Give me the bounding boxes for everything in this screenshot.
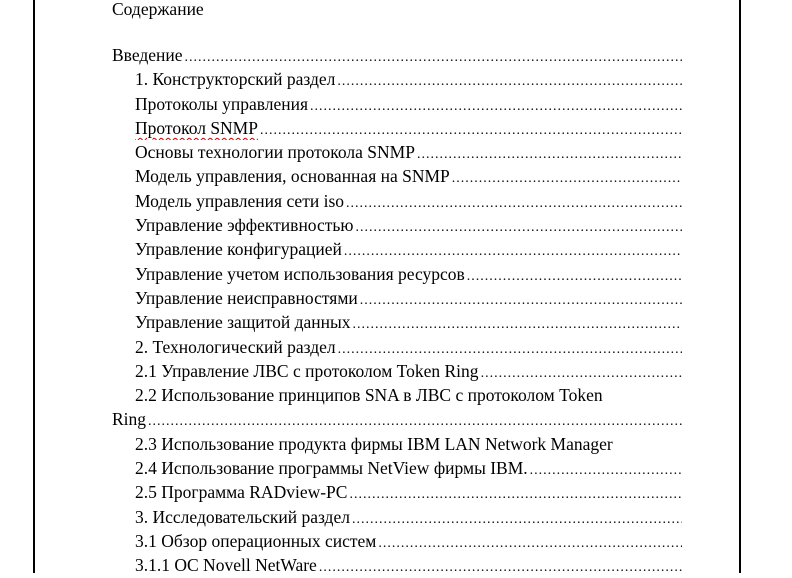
toc-leader-dots	[346, 192, 682, 213]
toc-leader-dots	[352, 508, 682, 529]
toc-entry	[112, 189, 682, 213]
toc-leader-dots	[467, 265, 682, 286]
toc-entry-label: 3. Исследовательский раздел	[135, 506, 350, 527]
toc-entry-label: Протоколы управления	[135, 93, 309, 114]
toc-entry	[112, 286, 682, 310]
toc-entry-label: Управление учетом использования ресурсов	[135, 263, 465, 284]
toc-leader-dots	[417, 143, 682, 164]
toc-entry	[112, 505, 682, 529]
toc-leader-dots	[452, 167, 682, 188]
toc-leader-dots	[338, 338, 682, 359]
toc-entry-label: 2.3 Использование продукта фирмы IBM LAN Network Manager	[135, 433, 613, 454]
toc-heading: Содержание	[112, 0, 204, 19]
toc-entry-label: Управление конфигурацией	[135, 239, 342, 260]
toc-entry	[112, 237, 682, 261]
toc-entry-label: 2.1 Управление ЛВС с протоколом Token Ring	[135, 360, 479, 381]
toc-entry	[112, 262, 682, 286]
toc-entry-label: 2. Технологический раздел	[135, 336, 336, 357]
toc-entry	[112, 480, 682, 504]
toc-entry	[112, 335, 682, 359]
toc-entry	[112, 359, 682, 383]
toc-entry-label: 1. Конструкторский раздел	[135, 69, 336, 90]
toc-entry-label: 2.5 Программа RADview-PC	[135, 482, 348, 503]
toc-entry-label: 3.1.1 OC Novell NetWare	[135, 555, 317, 576]
toc-entry	[112, 456, 682, 480]
toc-entry-label: Протокол SNMP	[135, 117, 258, 138]
toc-leader-dots	[260, 119, 682, 140]
toc-entry	[112, 432, 775, 456]
toc-entry	[112, 310, 682, 334]
toc-leader-dots	[352, 313, 682, 334]
document-body	[112, 0, 682, 578]
toc-entry-label: Модель управления, основанная на SNMP	[135, 166, 450, 187]
toc-leader-dots	[355, 216, 682, 237]
toc-entry	[112, 407, 682, 431]
toc-entry	[112, 553, 682, 577]
toc-entry	[112, 140, 682, 164]
toc-leader-dots	[349, 483, 682, 504]
toc-leader-dots	[530, 459, 682, 480]
toc-leader-dots	[360, 289, 682, 310]
toc-entry-label: 3.1 Обзор операционных систем	[135, 530, 377, 551]
toc-leader-dots	[378, 532, 682, 553]
toc-entry-label: Управление защитой данных	[135, 312, 351, 333]
toc-leader-dots	[344, 240, 682, 261]
toc-entry-label: Основы технологии протокола SNMP	[135, 142, 415, 163]
toc-leader-dots	[337, 70, 682, 91]
toc-entry	[112, 92, 682, 116]
toc-entry	[112, 43, 682, 67]
toc-entry-label: Введение	[112, 45, 183, 65]
toc-entry-label: Модель управления сети iso	[135, 190, 345, 211]
toc-entry	[112, 164, 682, 188]
toc-entry	[112, 383, 775, 407]
toc-entry-label: 2.4 Использование программы NetView фирмы IBM.	[135, 458, 528, 479]
toc-entry-label: 2.2 Использование принципов SNA в ЛВС с протоколом Token	[135, 385, 603, 406]
blank-line	[112, 21, 682, 43]
toc-entry	[112, 213, 682, 237]
toc-entry	[112, 116, 682, 140]
toc-entry-label: Управление эффективностью	[135, 215, 354, 236]
toc-entry	[112, 67, 682, 91]
toc-entry	[112, 529, 682, 553]
toc-entry-label: Ring	[112, 409, 147, 430]
toc-leader-dots	[481, 362, 682, 383]
toc-leader-dots	[148, 410, 682, 431]
toc-leader-dots	[310, 95, 682, 116]
toc-entry-label: Управление неисправностями	[135, 287, 358, 308]
toc-leader-dots	[319, 556, 682, 577]
toc-leader-dots	[185, 46, 682, 67]
